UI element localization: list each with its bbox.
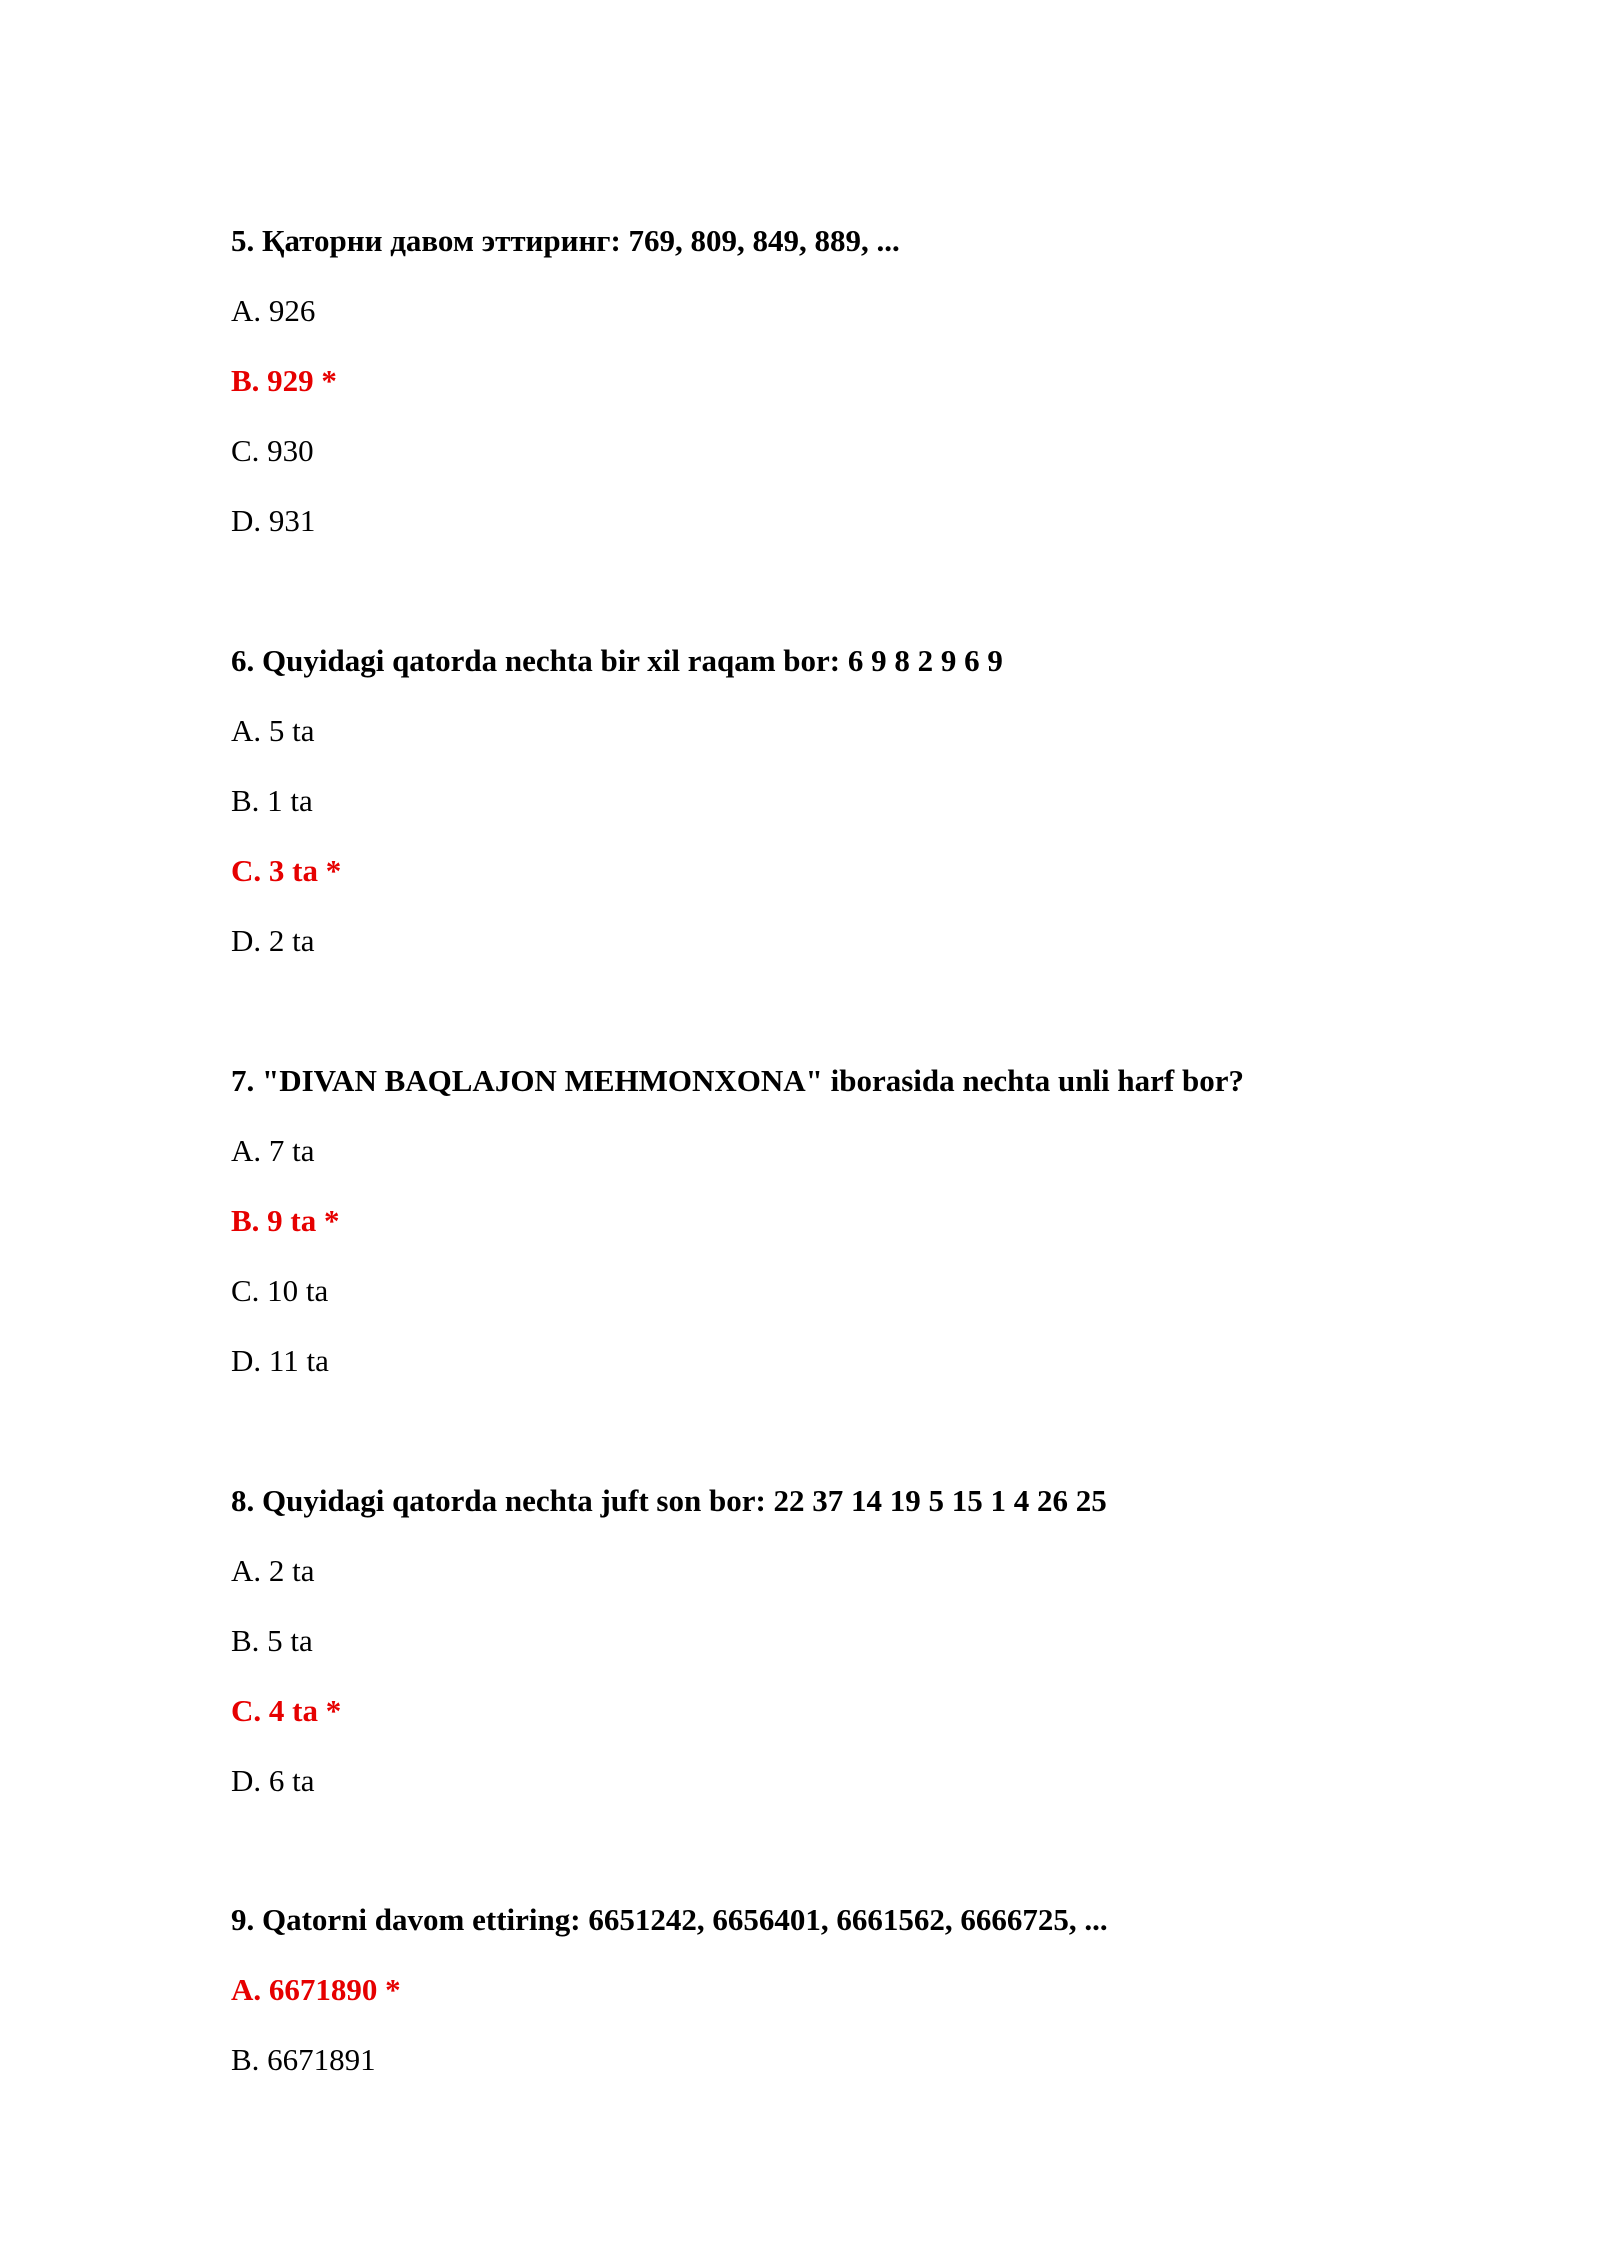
- answer-option: D. 6 ta: [231, 1763, 315, 1798]
- answer-option: D. 2 ta: [231, 923, 315, 958]
- answer-option: C. 10 ta: [231, 1273, 329, 1308]
- question-5: [231, 221, 1451, 571]
- correct-answer-option: B. 9 ta *: [231, 1203, 340, 1238]
- answer-option: B. 6671891: [231, 2042, 376, 2077]
- answer-option: B. 1 ta: [231, 783, 313, 818]
- question-8: [231, 1481, 1451, 1831]
- question-text: 6. Quyidagi qatorda nechta bir xil raqam bor: 6 9 8 2 9 6 9: [231, 643, 1003, 678]
- correct-answer-option: A. 6671890 *: [231, 1972, 401, 2007]
- answer-option: A. 7 ta: [231, 1133, 315, 1168]
- question-text: 7. "DIVAN BAQLAJON MEHMONXONA" iborasida nechta unli harf bor?: [231, 1063, 1244, 1098]
- question-7: [231, 1061, 1451, 1411]
- correct-answer-option: B. 929 *: [231, 363, 337, 398]
- question-text: 9. Qatorni davom ettiring: 6651242, 6656401, 6661562, 6666725, ...: [231, 1902, 1108, 1937]
- correct-answer-option: C. 4 ta *: [231, 1693, 342, 1728]
- correct-answer-option: C. 3 ta *: [231, 853, 342, 888]
- answer-option: D. 931: [231, 503, 316, 538]
- answer-option: D. 11 ta: [231, 1343, 329, 1378]
- question-text: 5. Қаторни давом эттиринг: 769, 809, 849, 889, ...: [231, 223, 900, 258]
- question-text: 8. Quyidagi qatorda nechta juft son bor: 22 37 14 19 5 15 1 4 26 25: [231, 1483, 1107, 1518]
- answer-option: A. 926: [231, 293, 316, 328]
- question-9: [231, 1900, 1451, 2110]
- answer-option: A. 2 ta: [231, 1553, 315, 1588]
- answer-option: A. 5 ta: [231, 713, 315, 748]
- answer-option: B. 5 ta: [231, 1623, 313, 1658]
- question-6: [231, 641, 1451, 991]
- answer-option: C. 930: [231, 433, 314, 468]
